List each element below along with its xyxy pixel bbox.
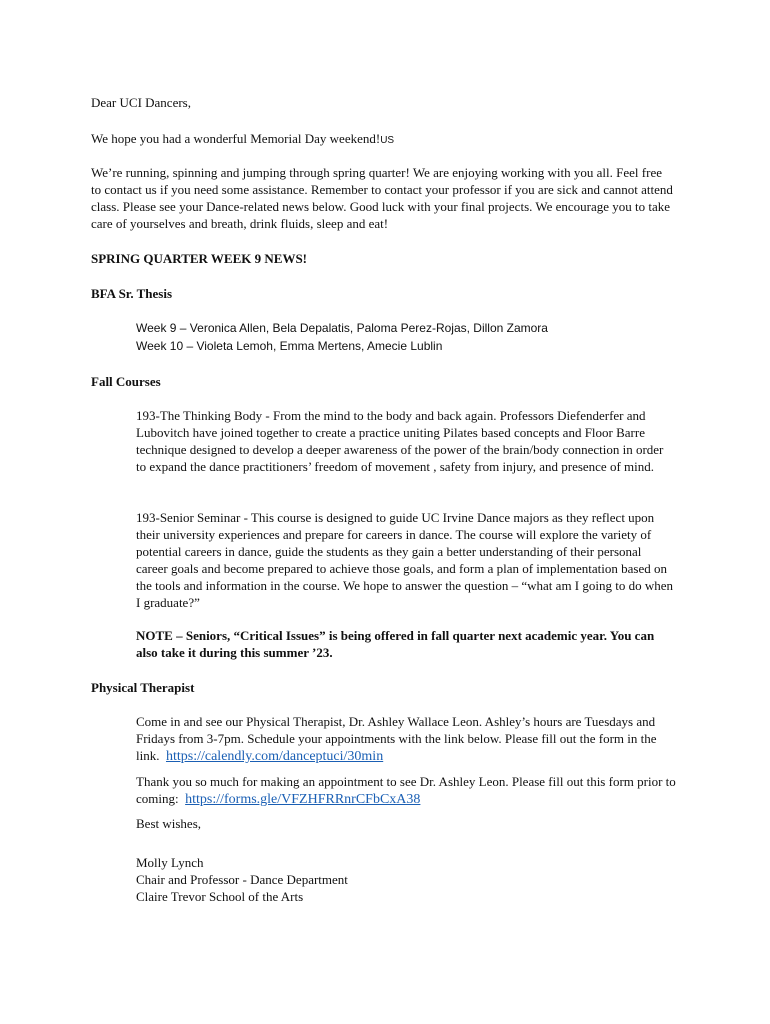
critical-issues-note: NOTE – Seniors, “Critical Issues” is being offered in fall quarter next academic year. You can also take it during this summer ’23. (136, 628, 655, 660)
course-senior-seminar: 193-Senior Seminar - This course is designed to guide UC Irvine Dance majors as they reflect upon their university experiences and prepare for careers in dance. The course will explore the variety of potential careers in dance, guide the students as they gain a better understanding of their personal career goals and become prepared to achieve those goals, and form a plan of implementation based on the tools and information in the course. We hope to answer the question – “what am I going to do when I graduate?” (136, 510, 674, 610)
signature-name: Molly Lynch (136, 855, 204, 870)
pt-paragraph-1-text: Come in and see our Physical Therapist, Dr. Ashley Wallace Leon. Ashley’s hours are Tuesdays and Fridays from 3-7pm. Schedule your appointments with the link below. Please fill out the form in the link. (136, 714, 657, 763)
pt-paragraph-2 (136, 773, 676, 808)
sign-off: Best wishes, (136, 816, 201, 831)
intro-text: We hope you had a wonderful Memorial Day weekend! (91, 131, 381, 146)
bfa-week9: Week 9 – Veronica Allen, Bela Depalatis, Paloma Perez-Rojas, Dillon Zamora (136, 321, 548, 335)
physical-therapist-heading: Physical Therapist (91, 680, 195, 695)
news-heading: SPRING QUARTER WEEK 9 NEWS! (91, 251, 308, 266)
intro-line (91, 130, 394, 149)
fall-courses-heading: Fall Courses (91, 374, 161, 389)
intro-suffix: US (380, 135, 395, 146)
body-paragraph: We’re running, spinning and jumping through spring quarter! We are enjoying working with you all. Feel free to contact us if you need some assistance. Remember to contact your professor if you are sick and cannot attend class. Please see your Dance-related news below. Good luck with your final projects. We encourage you to take care of yourselves and breath, drink fluids, sleep and eat! (91, 165, 673, 231)
pt-paragraph-2-text: Thank you so much for making an appointment to see Dr. Ashley Leon. Please fill out this form prior to coming: (136, 774, 676, 806)
greeting: Dear UCI Dancers, (91, 95, 191, 110)
google-form-link[interactable]: https://forms.gle/VFZHFRRnrCFbCxA38 (185, 792, 421, 807)
signature-school: Claire Trevor School of the Arts (136, 889, 304, 904)
signature-title: Chair and Professor - Dance Department (136, 872, 348, 887)
bfa-heading: BFA Sr. Thesis (91, 286, 173, 301)
course-thinking-body: 193-The Thinking Body - From the mind to the body and back again. Professors Diefenderfer and Lubovitch have joined together to create a practice uniting Pilates based concepts and Floor Barre technique designed to develop a deeper awareness of the power of the brain/body connection in order to expand the dance practitioners’ freedom of movement , safety from injury, and presence of mind. (136, 408, 664, 474)
calendly-link[interactable]: https://calendly.com/danceptuci/30min (165, 749, 384, 764)
pt-paragraph-1 (136, 713, 676, 765)
bfa-week10: Week 10 – Violeta Lemoh, Emma Mertens, Amecie Lublin (136, 339, 443, 353)
